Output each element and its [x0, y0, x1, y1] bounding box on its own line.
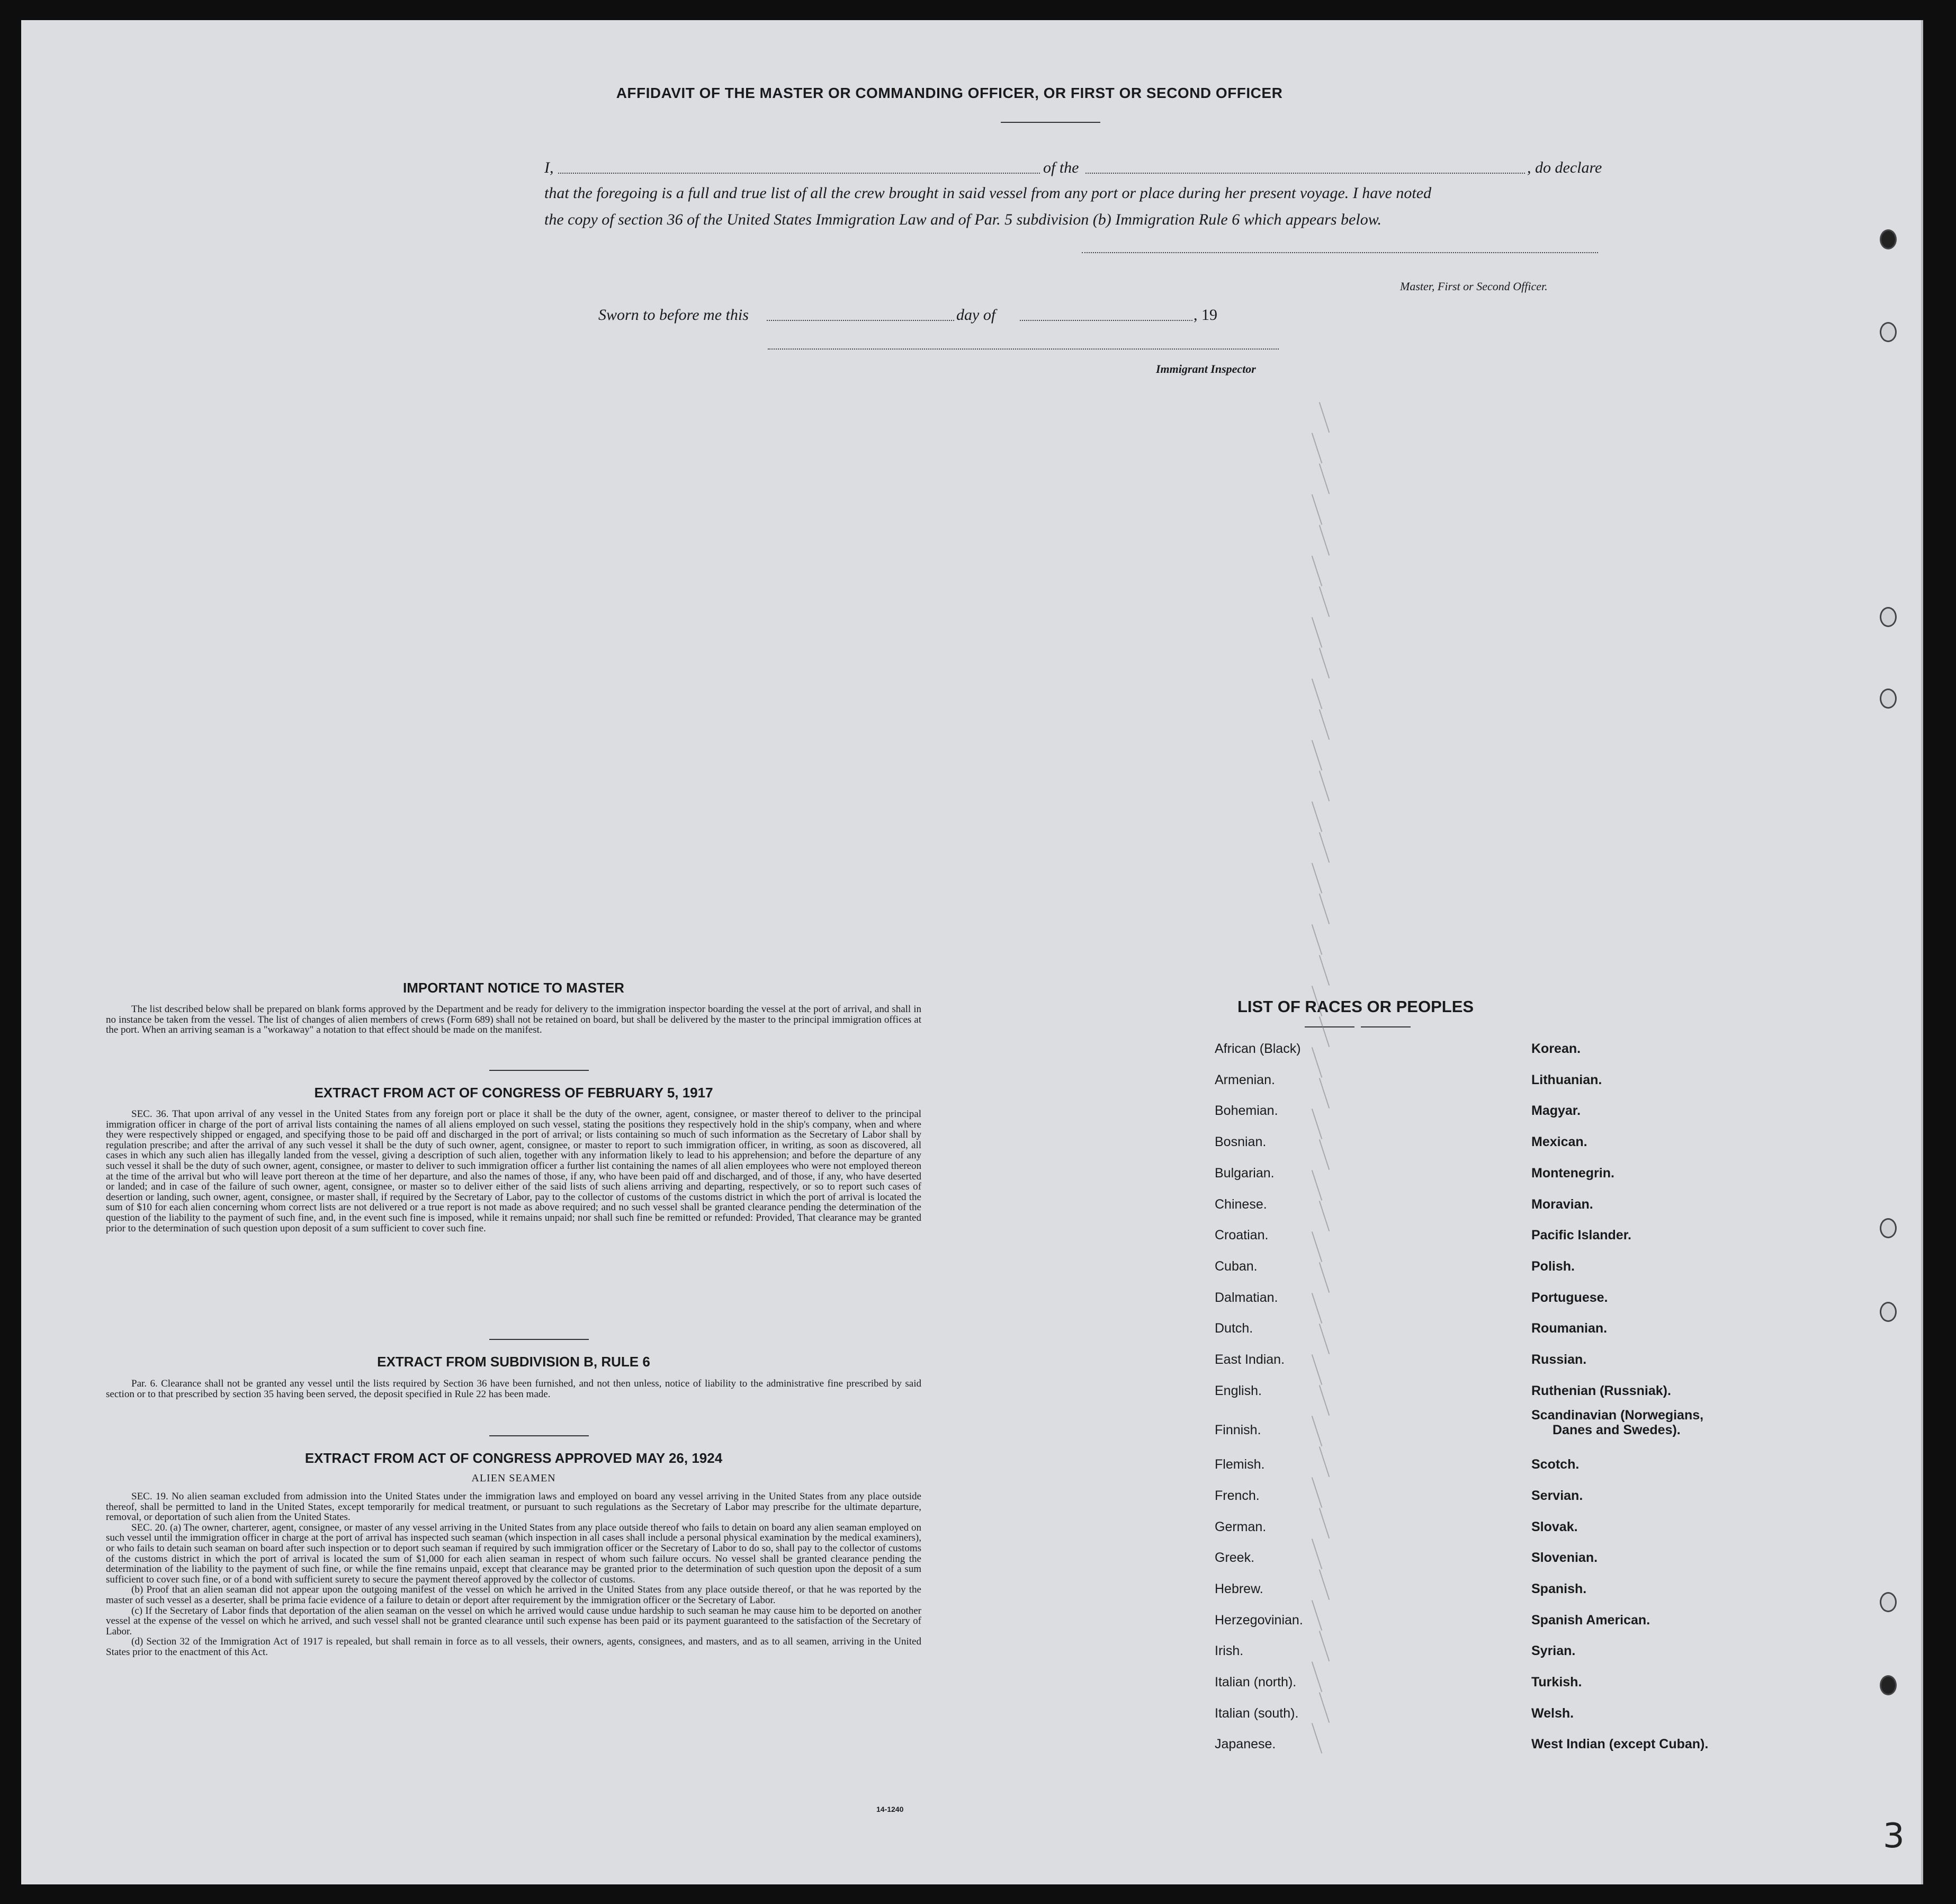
race-item-right: Magyar. — [1531, 1103, 1581, 1118]
extract-rule6-title: EXTRACT FROM SUBDIVISION B, RULE 6 — [377, 1354, 650, 1370]
punch-hole-icon — [1880, 322, 1897, 342]
alien-seamen-subtitle: ALIEN SEAMEN — [471, 1472, 556, 1484]
pencil-tick — [1312, 801, 1322, 832]
race-item-right: Syrian. — [1531, 1643, 1576, 1658]
race-item-left: Dutch. — [1215, 1321, 1253, 1336]
affidavit-line2: that the foregoing is a full and true list of all the crew brought in said vessel from any port or place during her present voyage. I have noted — [544, 184, 1432, 202]
race-item-left: German. — [1215, 1519, 1267, 1534]
race-item-left: Herzegovinian. — [1215, 1613, 1303, 1628]
pencil-tick — [1312, 1600, 1322, 1631]
pencil-tick — [1319, 1139, 1330, 1170]
pencil-tick — [1312, 556, 1322, 586]
punch-hole-icon — [1880, 1302, 1897, 1322]
sworn-label: Sworn to before me this — [598, 306, 749, 324]
races-title: LIST OF RACES OR PEOPLES — [1237, 997, 1474, 1016]
race-item-right: Polish. — [1531, 1259, 1575, 1274]
i-label: I, — [544, 159, 554, 176]
punch-hole-icon — [1880, 229, 1897, 249]
race-item-right: Slovenian. — [1531, 1550, 1598, 1565]
pencil-tick — [1312, 1723, 1322, 1754]
pencil-tick — [1312, 494, 1322, 525]
race-item-left: East Indian. — [1215, 1352, 1285, 1367]
notice-text — [106, 1004, 921, 1035]
sec20a-paragraph: SEC. 20. (a) The owner, charterer, agent, consignee, or master of any vessel arriving in the United States from any place outside thereof who fails to detain on board any alien seaman employed on such vessel until the immigration officer in charge at the port of arrival has inspected such seaman (which inspection in all cases shall include a personal physical examination by the medical examiners), or who fails to detain such seaman on board after such inspection or to deport such seaman if required by such immigration officer or the Secretary of Labor to do so, shall pay to the collector of customs of the customs district in which the port of arrival is located the sum of $1,000 for each alien seaman in respect of whom such failure occurs. No vessel shall be granted clearance pending the determination of the liability to the payment of such fine, or while the fine remains unpaid, except that clearance may be granted prior to the determination of such question upon the deposit of a sum sufficient to cover such fine, or of a bond with sufficient surety to secure the payment thereof approved by the collector of customs. — [106, 1522, 921, 1585]
inspector-signature-line[interactable] — [768, 348, 1279, 350]
race-item-right: Spanish. — [1531, 1581, 1587, 1596]
pencil-tick — [1319, 893, 1330, 924]
extract-rule6-text — [106, 1379, 921, 1399]
affidavit-title: AFFIDAVIT OF THE MASTER OR COMMANDING OFFICER, OR FIRST OR SECOND OFFICER — [616, 85, 1283, 101]
pencil-tick — [1319, 648, 1330, 678]
extract-1917-text — [106, 1109, 921, 1233]
punch-hole-icon — [1880, 607, 1897, 627]
race-item-right: West Indian (except Cuban). — [1531, 1737, 1709, 1751]
notice-title: IMPORTANT NOTICE TO MASTER — [403, 980, 624, 996]
race-item-left: Armenian. — [1215, 1072, 1275, 1087]
pencil-tick — [1319, 402, 1330, 433]
pencil-tick — [1312, 1354, 1322, 1385]
race-item-right: Portuguese. — [1531, 1290, 1608, 1305]
race-item-right: Montenegrin. — [1531, 1166, 1614, 1181]
race-item-left: Italian (north). — [1215, 1675, 1297, 1690]
day-of-label: day of — [956, 306, 996, 324]
extract-1924-title: EXTRACT FROM ACT OF CONGRESS APPROVED MAY 26, 1924 — [304, 1450, 723, 1466]
pencil-tick — [1319, 1446, 1330, 1477]
pencil-tick — [1312, 433, 1322, 463]
pencil-tick — [1312, 1416, 1322, 1446]
affidavit-line3: the copy of section 36 of the United States Immigration Law and of Par. 5 subdivision (b) Immigration Rule 6 which appears below. — [544, 211, 1381, 228]
race-item-left: Hebrew. — [1215, 1581, 1263, 1596]
race-item-right: Russian. — [1531, 1352, 1587, 1367]
pencil-tick — [1319, 709, 1330, 740]
race-item-right: Lithuanian. — [1531, 1072, 1602, 1087]
race-item-right: Korean. — [1531, 1041, 1581, 1056]
race-item-right: Scotch. — [1531, 1457, 1580, 1472]
race-item-right: Moravian. — [1531, 1197, 1593, 1212]
race-item-right: Servian. — [1531, 1488, 1583, 1503]
extract-1924-text — [106, 1491, 921, 1658]
race-item-right: Slovak. — [1531, 1519, 1578, 1534]
extract-rule6-rule — [489, 1435, 589, 1436]
race-item-right: Spanish American. — [1531, 1613, 1650, 1628]
race-item-left: French. — [1215, 1488, 1260, 1503]
do-declare-label: , do declare — [1527, 159, 1602, 176]
pencil-tick — [1312, 924, 1322, 955]
race-item-left: Finnish. — [1215, 1423, 1261, 1437]
form-number: 14-1240 — [876, 1805, 904, 1813]
par6-paragraph: Par. 6. Clearance shall not be granted any vessel until the lists required by Section 36 have been furnished, and not then unless, notice of liability to the administrative fine prescribed by said section or to that prescribed by section 35 having been served, the deposit specified in Rule 22 has been made. — [106, 1378, 921, 1400]
pencil-tick — [1312, 1477, 1322, 1508]
pencil-tick — [1319, 1078, 1330, 1109]
pencil-tick — [1319, 1692, 1330, 1723]
sec20b-paragraph: (b) Proof that an alien seaman did not appear upon the outgoing manifest of the vessel on which he arrived in the United States from any place outside thereof, or that he was reported by the master of such vessel as a deserter, shall be prima facie evidence of a failure to detain or deport after requirement by the immigration officer or the Secretary of Labor. — [106, 1584, 921, 1606]
sworn-month-blank[interactable] — [1020, 320, 1192, 321]
pencil-tick — [1319, 955, 1330, 986]
pencil-tick — [1312, 863, 1322, 893]
pencil-tick — [1312, 1231, 1322, 1262]
pencil-tick — [1319, 1569, 1330, 1600]
race-item-left: Irish. — [1215, 1643, 1244, 1658]
race-item-right: Pacific Islander. — [1531, 1228, 1631, 1242]
handwritten-page-number: 3 — [1883, 1817, 1905, 1856]
vessel-blank[interactable] — [1085, 173, 1525, 174]
notice-rule — [489, 1070, 589, 1071]
sec20c-paragraph: (c) If the Secretary of Labor finds that deportation of the alien seaman on the vessel on which he arrived would cause undue hardship to such seaman he may cause him to be deported on another vessel at the expense of the vessel on which he arrived, and such vessel shall not be granted clearance until such expense has been paid or its payment guaranteed to the satisfaction of the Secretary of Labor. — [106, 1605, 921, 1637]
pencil-tick — [1312, 617, 1322, 648]
race-item-right: Mexican. — [1531, 1134, 1587, 1149]
sworn-day-blank[interactable] — [767, 320, 954, 321]
race-item-left: African (Black) — [1215, 1041, 1301, 1056]
race-item-left: Bosnian. — [1215, 1134, 1267, 1149]
pencil-tick — [1312, 1661, 1322, 1692]
extract-1917-title: EXTRACT FROM ACT OF CONGRESS OF FEBRUARY 5, 1917 — [314, 1085, 713, 1101]
extract-1917-rule — [489, 1339, 589, 1340]
master-signature-line[interactable] — [1082, 252, 1598, 253]
title-rule — [1001, 122, 1100, 123]
pencil-tick — [1312, 1293, 1322, 1324]
year-label: , 19 — [1194, 306, 1217, 324]
master-signature-caption: Master, First or Second Officer. — [1400, 280, 1548, 293]
pencil-tick — [1319, 1201, 1330, 1231]
pencil-tick — [1312, 740, 1322, 771]
of-the-label: of the — [1043, 159, 1079, 176]
pencil-tick — [1312, 1109, 1322, 1139]
race-item-left: Chinese. — [1215, 1197, 1267, 1212]
pencil-tick — [1312, 1539, 1322, 1569]
notice-paragraph: The list described below shall be prepared on blank forms approved by the Department and be ready for delivery to the immigration inspector boarding the vessel at the port of arrival, and shall in no instance be taken from the vessel. The list of changes of alien members of crews (Form 689) shall not be retained on board, but shall be delivered by the master to the principal immigration offices at the port. When an arriving seaman is a "workaway" a notation to that effect should be made on the manifest. — [106, 1004, 921, 1036]
race-item-left: Japanese. — [1215, 1737, 1276, 1751]
race-item-left: Bohemian. — [1215, 1103, 1278, 1118]
pencil-tick — [1319, 1631, 1330, 1661]
race-item-left: Croatian. — [1215, 1228, 1269, 1242]
pencil-tick — [1319, 1385, 1330, 1416]
pencil-tick — [1319, 771, 1330, 801]
pencil-tick — [1319, 1324, 1330, 1354]
inspector-caption: Immigrant Inspector — [1156, 362, 1256, 376]
race-item-left: Flemish. — [1215, 1457, 1265, 1472]
sec36-paragraph: SEC. 36. That upon arrival of any vessel in the United States from any foreign port or place it shall be the duty of the owner, agent, consignee, or master thereof to deliver to the principal immigration officer in charge of the port of arrival lists containing the names of all aliens employed on such vessel, stating the positions they respectively hold in the ship's company, when and where they were respectively shipped or engaged, and specifying those to be paid off and discharged in the port of arrival; or lists containing so much of such information as the Secretary of Labor shall by regulation prescribe; and after the arrival of any such vessel it shall be the duty of such owner, agent, consignee, or master to report to such immigration officer, in writing, as soon as discovered, all cases in which any such alien has illegally landed from the vessel, giving a description of such alien, together with any information likely to lead to his apprehension; and before the departure of any such vessel it shall be the duty of such owner, agent, consignee, or master to deliver to such immigration officer a further list containing the names of all alien employees who were not employed thereon at the time of the arrival but who will leave port thereon at the time of her departure, and also the names of those, if any, who have been paid off and discharged, and of those, if any, who have deserted or landed; and in case of the failure of such owner, agent, consignee, or master so to deliver either of the said lists of such aliens arriving and departing, respectively, or so to report such cases of desertion or landing, such owner, agent, consignee, or master shall, if required by the Secretary of Labor, pay to the collector of customs of the customs district in which the port of arrival is located the sum of $10 for each alien concerning whom correct lists are not delivered or a true report is not made as above required; and no such vessel shall be granted clearance pending the determination of the question of the liability to the payment of such fine, and, in the event such fine is imposed, while it remains unpaid; nor shall such fine be remitted or refunded: Provided, That clearance may be granted prior to the determination of such question upon deposit of a sum sufficient to cover such fine. — [106, 1109, 921, 1234]
race-item-left: Greek. — [1215, 1550, 1255, 1565]
affidavit-line1 — [544, 159, 1630, 180]
punch-hole-icon — [1880, 1592, 1897, 1612]
sworn-line — [598, 306, 1234, 327]
pencil-tick — [1319, 525, 1330, 556]
race-item-right: Welsh. — [1531, 1706, 1574, 1721]
pencil-tick — [1319, 832, 1330, 863]
pencil-tick — [1319, 1016, 1330, 1047]
pencil-tick — [1319, 1262, 1330, 1293]
punch-hole-icon — [1880, 689, 1897, 709]
race-item-right: Scandinavian (Norwegians, — [1531, 1408, 1704, 1423]
race-item-left: English. — [1215, 1383, 1262, 1398]
punch-hole-icon — [1880, 1675, 1897, 1695]
pencil-tick — [1312, 678, 1322, 709]
race-item-left: Bulgarian. — [1215, 1166, 1275, 1181]
race-item-right: Danes and Swedes). — [1553, 1423, 1681, 1437]
race-item-right: Turkish. — [1531, 1675, 1582, 1690]
races-rule-right — [1361, 1026, 1411, 1027]
race-item-left: Dalmatian. — [1215, 1290, 1278, 1305]
sec20d-paragraph: (d) Section 32 of the Immigration Act of 1917 is repealed, but shall remain in force as to all vessels, their owners, agents, consignees, and masters, and as to all seamen, arriving in the United States prior to the enactment of this Act. — [106, 1636, 921, 1658]
name-blank[interactable] — [558, 173, 1040, 174]
pencil-tick — [1312, 1047, 1322, 1078]
pencil-tick — [1319, 1508, 1330, 1539]
pencil-tick — [1319, 463, 1330, 494]
pencil-tick — [1312, 1170, 1322, 1201]
races-rule-left — [1305, 1026, 1354, 1027]
pencil-tick — [1319, 586, 1330, 617]
race-item-right: Roumanian. — [1531, 1321, 1608, 1336]
race-item-left: Cuban. — [1215, 1259, 1258, 1274]
document-sheet — [21, 20, 1923, 1884]
sec19-paragraph: SEC. 19. No alien seaman excluded from admission into the United States under the immigration laws and employed on board any vessel arriving in the United States from any place outside thereof, shall be permitted to land in the United States, except temporarily for medical treatment, or pursuant to such regulations as the Secretary of Labor may prescribe for the ultimate departure, removal, or deportation of such alien from the United States. — [106, 1491, 921, 1523]
punch-hole-icon — [1880, 1218, 1897, 1238]
race-item-left: Italian (south). — [1215, 1706, 1299, 1721]
race-item-right: Ruthenian (Russniak). — [1531, 1383, 1671, 1398]
